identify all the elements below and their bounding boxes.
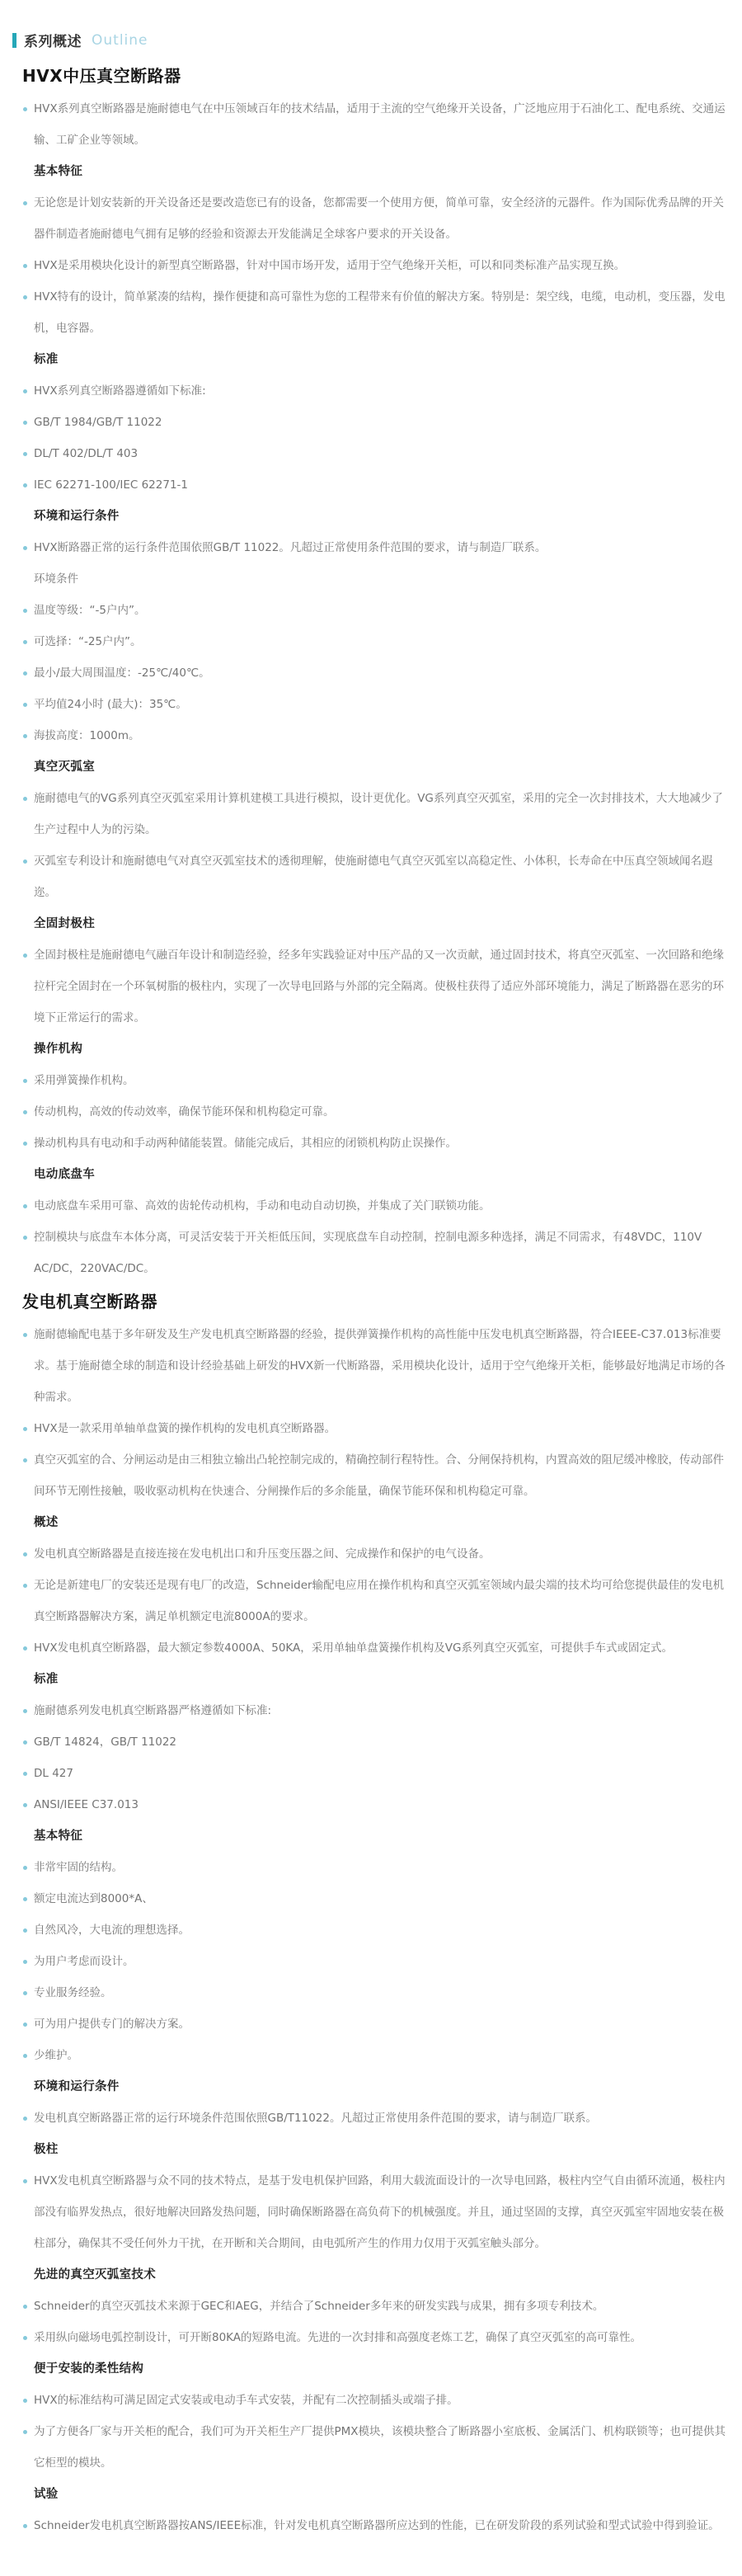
bullet-item	[23, 438, 727, 469]
bullet-item	[23, 2165, 727, 2259]
bullet-item	[23, 1190, 727, 1222]
bullet-dot-icon	[23, 264, 27, 268]
item-text: 非常牢固的结构。	[34, 1861, 123, 1874]
item-text: 无论是新建电厂的安装还是现有电厂的改造，Schneider输配电应用在操作机构和真空灭弧室领域内最尖端的技术均可给您提供最佳的发电机真空断路器解决方案，满足单机额定电流8000A的要求。	[34, 1579, 725, 1623]
item-text: HVX是采用模块化设计的新型真空断路器，针对中国市场开发，适用于空气绝缘开关柜，可以和同类标准产品实现互换。	[34, 259, 626, 272]
sub-heading	[34, 344, 727, 375]
bullet-dot-icon	[23, 1552, 27, 1556]
item-text: 标准	[34, 1673, 59, 1686]
bullet-item	[23, 1096, 727, 1128]
item-text: 额定电流达到8000*A、	[34, 1892, 153, 1905]
bullet-dot-icon	[23, 640, 27, 644]
bullet-dot-icon	[23, 2524, 27, 2528]
item-text: 全固封极柱	[34, 917, 95, 930]
bullet-item	[23, 469, 727, 501]
sub-heading	[34, 1507, 727, 1538]
item-text: HVX的标准结构可满足固定式安装或电动手车式安装，并配有二次控制插头或端子排。	[34, 2394, 458, 2407]
bullet-item	[23, 375, 727, 407]
item-text: IEC 62271-100/IEC 62271-1	[34, 478, 188, 492]
bullet-dot-icon	[23, 1991, 27, 1995]
page-title: 系列概述	[24, 34, 82, 50]
item-text: 温度等级：“-5户内”。	[34, 604, 146, 617]
bullet-item	[23, 1852, 727, 1883]
item-text: 环境和运行条件	[34, 510, 120, 523]
item-text: 真空灭弧室	[34, 761, 95, 774]
sub-heading	[34, 2259, 727, 2291]
bullet-dot-icon	[23, 201, 27, 205]
bullet-dot-icon	[23, 2430, 27, 2434]
bullet-dot-icon	[23, 546, 27, 550]
bullet-item	[23, 2416, 727, 2479]
item-text: DL 427	[34, 1767, 73, 1780]
item-text: 操动机构具有电动和手动两种储能装置。储能完成后，其相应的闭锁机构防止误操作。	[34, 1137, 457, 1150]
item-text: 少维护。	[34, 2049, 78, 2062]
bullet-dot-icon	[23, 1866, 27, 1870]
bullet-item	[23, 2510, 727, 2541]
bullet-item	[23, 1065, 727, 1096]
item-text: 便于安装的柔性结构	[34, 2362, 144, 2376]
item-text: HVX发电机真空断路器，最大额定参数4000A、50KA，采用单轴单盘簧操作机构及VG系列真空灭弧室，可提供手车式或固定式。	[34, 1641, 673, 1655]
bullet-dot-icon	[23, 1646, 27, 1651]
item-text: 真空灭弧室的合、分闸运动是由三相独立输出凸轮控制完成的，精确控制行程特性。合、分闸保持机构，内置高效的阻尼缓冲橡胶，传动部件间环节无刚性接触，吸收驱动机构在快速合、分闸操作后的多余能量，确保节能环保和机构稳定可靠。	[34, 1453, 724, 1498]
bullet-dot-icon	[23, 1236, 27, 1240]
bullet-item	[23, 2009, 727, 2040]
bullet-item	[23, 407, 727, 438]
bullet-item	[23, 1128, 727, 1159]
bullet-dot-icon	[23, 2179, 27, 2183]
item-text: HVX中压真空断路器	[22, 66, 181, 86]
item-text: 可选择：“-25户内”。	[34, 635, 142, 648]
item-text: 为了方便各厂家与开关柜的配合，我们可为开关柜生产厂提供PMX模块，该模块整合了断路器小室底板、金属活门、机构联锁等；也可提供其它柜型的模块。	[34, 2425, 726, 2470]
item-text: Schneider发电机真空断路器按ANS/IEEE标准，针对发电机真空断路器所应达到的性能，已在研发阶段的系列试验和型式试验中得到验证。	[34, 2519, 720, 2532]
bullet-dot-icon	[23, 1709, 27, 1713]
bullet-dot-icon	[23, 1928, 27, 1933]
bullet-dot-icon	[23, 1960, 27, 1964]
bullet-item	[23, 532, 727, 563]
bullet-item	[23, 1726, 727, 1758]
bullet-item	[23, 1914, 727, 1946]
bullet-item	[23, 626, 727, 657]
item-text: 电动底盘车	[34, 1168, 95, 1181]
item-text: HVX系列真空断路器遵循如下标准:	[34, 384, 206, 398]
bullet-dot-icon	[23, 389, 27, 393]
item-text: 施耐德输配电基于多年研发及生产发电机真空断路器的经验，提供弹簧操作机构的高性能中压发电机真空断路器，符合IEEE-C37.013标准要求。基于施耐德全球的制造和设计经验基础上研发的HVX新一代断路器，采用模块化设计，适用于空气绝缘开关柜，能够最好地满足市场的各种需求。	[34, 1328, 726, 1404]
bullet-dot-icon	[23, 671, 27, 676]
bullet-item	[23, 1570, 727, 1632]
section-heading	[22, 62, 727, 90]
document-content	[12, 62, 727, 2541]
bullet-dot-icon	[23, 2305, 27, 2309]
bullet-dot-icon	[23, 2023, 27, 2027]
bullet-item	[23, 2040, 727, 2071]
item-text: DL/T 402/DL/T 403	[34, 447, 139, 460]
section-heading	[22, 1288, 727, 1316]
item-text: GB/T 1984/GB/T 11022	[34, 416, 162, 429]
bullet-item	[23, 2103, 727, 2134]
item-text: 先进的真空灭弧室技术	[34, 2268, 156, 2282]
bullet-item	[23, 657, 727, 689]
bullet-item	[23, 2291, 727, 2322]
bullet-dot-icon	[23, 609, 27, 613]
item-text: 最小/最大周围温度：-25℃/40℃。	[34, 666, 210, 680]
bullet-dot-icon	[23, 1584, 27, 1588]
bullet-dot-icon	[23, 107, 27, 111]
sub-heading	[34, 2479, 727, 2510]
bullet-item	[23, 1758, 727, 1789]
item-text: 环境条件	[34, 572, 78, 586]
sub-heading	[34, 501, 727, 532]
sub-heading	[34, 751, 727, 783]
item-text: HVX特有的设计，简单紧凑的结构，操作便捷和高可靠性为您的工程带来有价值的解决方案。特别是：架空线，电缆，电动机，变压器，发电机，电容器。	[34, 290, 726, 335]
item-text: 专业服务经验。	[34, 1986, 112, 1999]
item-text: 灭弧室专利设计和施耐德电气对真空灭弧室技术的透彻理解，使施耐德电气真空灭弧室以高稳定性、小体积，长寿命在中压真空领域闻名遐迩。	[34, 855, 713, 899]
bullet-dot-icon	[23, 1333, 27, 1337]
sub-heading	[34, 1034, 727, 1065]
bullet-item	[23, 720, 727, 751]
item-text: 施耐德系列发电机真空断路器严格遵循如下标准:	[34, 1704, 272, 1717]
bullet-item	[23, 845, 727, 908]
bullet-item	[23, 1413, 727, 1444]
sub-heading	[34, 908, 727, 940]
item-text: HVX系列真空断路器是施耐德电气在中压领域百年的技术结晶，适用于主流的空气绝缘开关设备，广泛地应用于石油化工、配电系统、交通运输、工矿企业等领域。	[34, 102, 726, 147]
bullet-item	[23, 1789, 727, 1820]
item-text: 采用弹簧操作机构。	[34, 1074, 134, 1087]
item-text: 发电机真空断路器	[22, 1292, 157, 1312]
item-text: 无论您是计划安装新的开关设备还是要改造您已有的设备，您都需要一个使用方便，简单可靠，安全经济的元器件。作为国际优秀品牌的开关器件制造者施耐德电气拥有足够的经验和资源去开发能满足全球客户要求的开关设备。	[34, 196, 724, 241]
item-text: 基本特征	[34, 1830, 83, 1843]
bullet-item	[23, 1632, 727, 1664]
sub-heading	[34, 1820, 727, 1852]
item-text: 全固封极柱是施耐德电气融百年设计和制造经验，经多年实践验证对中压产品的又一次贡献，通过固封技术，将真空灭弧室、一次回路和绝缘拉杆完全固封在一个环氧树脂的极柱内，实现了一次导电回路与外部的完全隔离。使极柱获得了适应外部环境能力，满足了断路器在恶劣的环境下正常运行的需求。	[34, 949, 724, 1024]
item-text: 发电机真空断路器正常的运行环境条件范围依照GB/T11022。凡超过正常使用条件范围的要求，请与制造厂联系。	[34, 2112, 597, 2125]
bullet-dot-icon	[23, 1458, 27, 1462]
bullet-dot-icon	[23, 797, 27, 801]
item-text: 发电机真空断路器是直接连接在发电机出口和升压变压器之间、完成操作和保护的电气设备。	[34, 1547, 491, 1561]
item-text: 自然风冷，大电流的理想选择。	[34, 1924, 190, 1937]
section-marker-icon	[12, 33, 16, 48]
bullet-dot-icon	[23, 1427, 27, 1431]
item-text: 标准	[34, 353, 59, 366]
bullet-dot-icon	[23, 2054, 27, 2058]
bullet-dot-icon	[23, 295, 27, 299]
bullet-item	[23, 250, 727, 281]
bullet-dot-icon	[23, 734, 27, 738]
sub-heading	[34, 1159, 727, 1190]
bullet-dot-icon	[23, 954, 27, 958]
bullet-item	[23, 783, 727, 845]
item-text: GB/T 14824，GB/T 11022	[34, 1735, 177, 1749]
bullet-dot-icon	[23, 1204, 27, 1208]
item-text: 环境和运行条件	[34, 2080, 120, 2093]
bullet-dot-icon	[23, 1772, 27, 1776]
bullet-dot-icon	[23, 859, 27, 864]
item-text: 概述	[34, 1516, 59, 1529]
sub-heading	[34, 156, 727, 187]
item-text: ANSI/IEEE C37.013	[34, 1798, 139, 1811]
section-header	[12, 30, 727, 50]
item-text: 极柱	[34, 2143, 59, 2156]
item-text: 试验	[34, 2488, 59, 2501]
item-text: HVX断路器正常的运行条件范围依照GB/T 11022。凡超过正常使用条件范围的要求，请与制造厂联系。	[34, 541, 547, 554]
item-text: 海拔高度：1000m。	[34, 729, 140, 742]
sub-heading	[34, 2353, 727, 2385]
bullet-item	[23, 93, 727, 156]
bullet-dot-icon	[23, 2336, 27, 2340]
bullet-item	[23, 595, 727, 626]
bullet-item	[23, 1695, 727, 1726]
bullet-dot-icon	[23, 421, 27, 425]
bullet-item	[23, 1977, 727, 2009]
bullet-dot-icon	[23, 1740, 27, 1745]
plain-item	[34, 563, 727, 595]
item-text: 电动底盘车采用可靠、高效的齿轮传动机构，手动和电动自动切换，并集成了关门联锁功能。	[34, 1199, 491, 1213]
bullet-item	[23, 2322, 727, 2353]
bullet-item	[23, 1538, 727, 1570]
bullet-dot-icon	[23, 1142, 27, 1146]
bullet-item	[23, 1222, 727, 1284]
bullet-item	[23, 281, 727, 344]
item-text: HVX是一款采用单轴单盘簧的操作机构的发电机真空断路器。	[34, 1422, 336, 1435]
sub-heading	[34, 1664, 727, 1695]
bullet-item	[23, 1444, 727, 1507]
bullet-dot-icon	[23, 2117, 27, 2121]
item-text: Schneider的真空灭弧技术来源于GEC和AEG，并结合了Schneider多年来的研发实践与成果，拥有多项专利技术。	[34, 2300, 604, 2313]
bullet-item	[23, 1946, 727, 1977]
item-text: 传动机构，高效的传动效率，确保节能环保和机构稳定可靠。	[34, 1105, 335, 1118]
bullet-dot-icon	[23, 1110, 27, 1114]
bullet-dot-icon	[23, 2399, 27, 2403]
bullet-item	[23, 689, 727, 720]
bullet-item	[23, 1883, 727, 1914]
sub-heading	[34, 2134, 727, 2165]
bullet-item	[23, 940, 727, 1034]
bullet-dot-icon	[23, 703, 27, 707]
item-text: 为用户考虑而设计。	[34, 1955, 134, 1968]
item-text: 平均值24小时 (最大)：35℃。	[34, 698, 187, 711]
bullet-item	[23, 2385, 727, 2416]
bullet-item	[23, 1319, 727, 1413]
item-text: 施耐德电气的VG系列真空灭弧室采用计算机建模工具进行模拟，设计更优化。VG系列真空灭弧室，采用的完全一次封排技术，大大地减少了生产过程中人为的污染。	[34, 792, 723, 836]
bullet-dot-icon	[23, 452, 27, 456]
item-text: 控制模块与底盘车本体分离，可灵活安装于开关柜低压间，实现底盘车自动控制，控制电源多种选择，满足不同需求，有48VDC，110V AC/DC，220VAC/DC。	[34, 1231, 702, 1275]
bullet-dot-icon	[23, 1079, 27, 1083]
item-text: 可为用户提供专门的解决方案。	[34, 2018, 190, 2031]
page-subtitle: Outline	[92, 31, 148, 49]
bullet-dot-icon	[23, 1897, 27, 1901]
bullet-item	[23, 187, 727, 250]
bullet-dot-icon	[23, 483, 27, 487]
item-text: 操作机构	[34, 1043, 83, 1056]
item-text: HVX发电机真空断路器与众不同的技术特点，是基于发电机保护回路，利用大载流面设计的一次导电回路，极柱内空气自由循环流通，极柱内部没有临界发热点，很好地解决回路发热问题，同时确保断路器在高负荷下的机械强度。并且，通过坚固的支撑，真空灭弧室牢固地安装在极柱部分，确保其不受任何外力干扰，在开断和关合期间，由电弧所产生的作用力仅用于灭弧室触头部分。	[34, 2174, 726, 2250]
item-text: 基本特征	[34, 165, 83, 178]
bullet-dot-icon	[23, 1803, 27, 1807]
sub-heading	[34, 2071, 727, 2103]
item-text: 采用纵向磁场电弧控制设计，可开断80KA的短路电流。先进的一次封排和高强度老炼工艺，确保了真空灭弧室的高可靠性。	[34, 2331, 642, 2344]
